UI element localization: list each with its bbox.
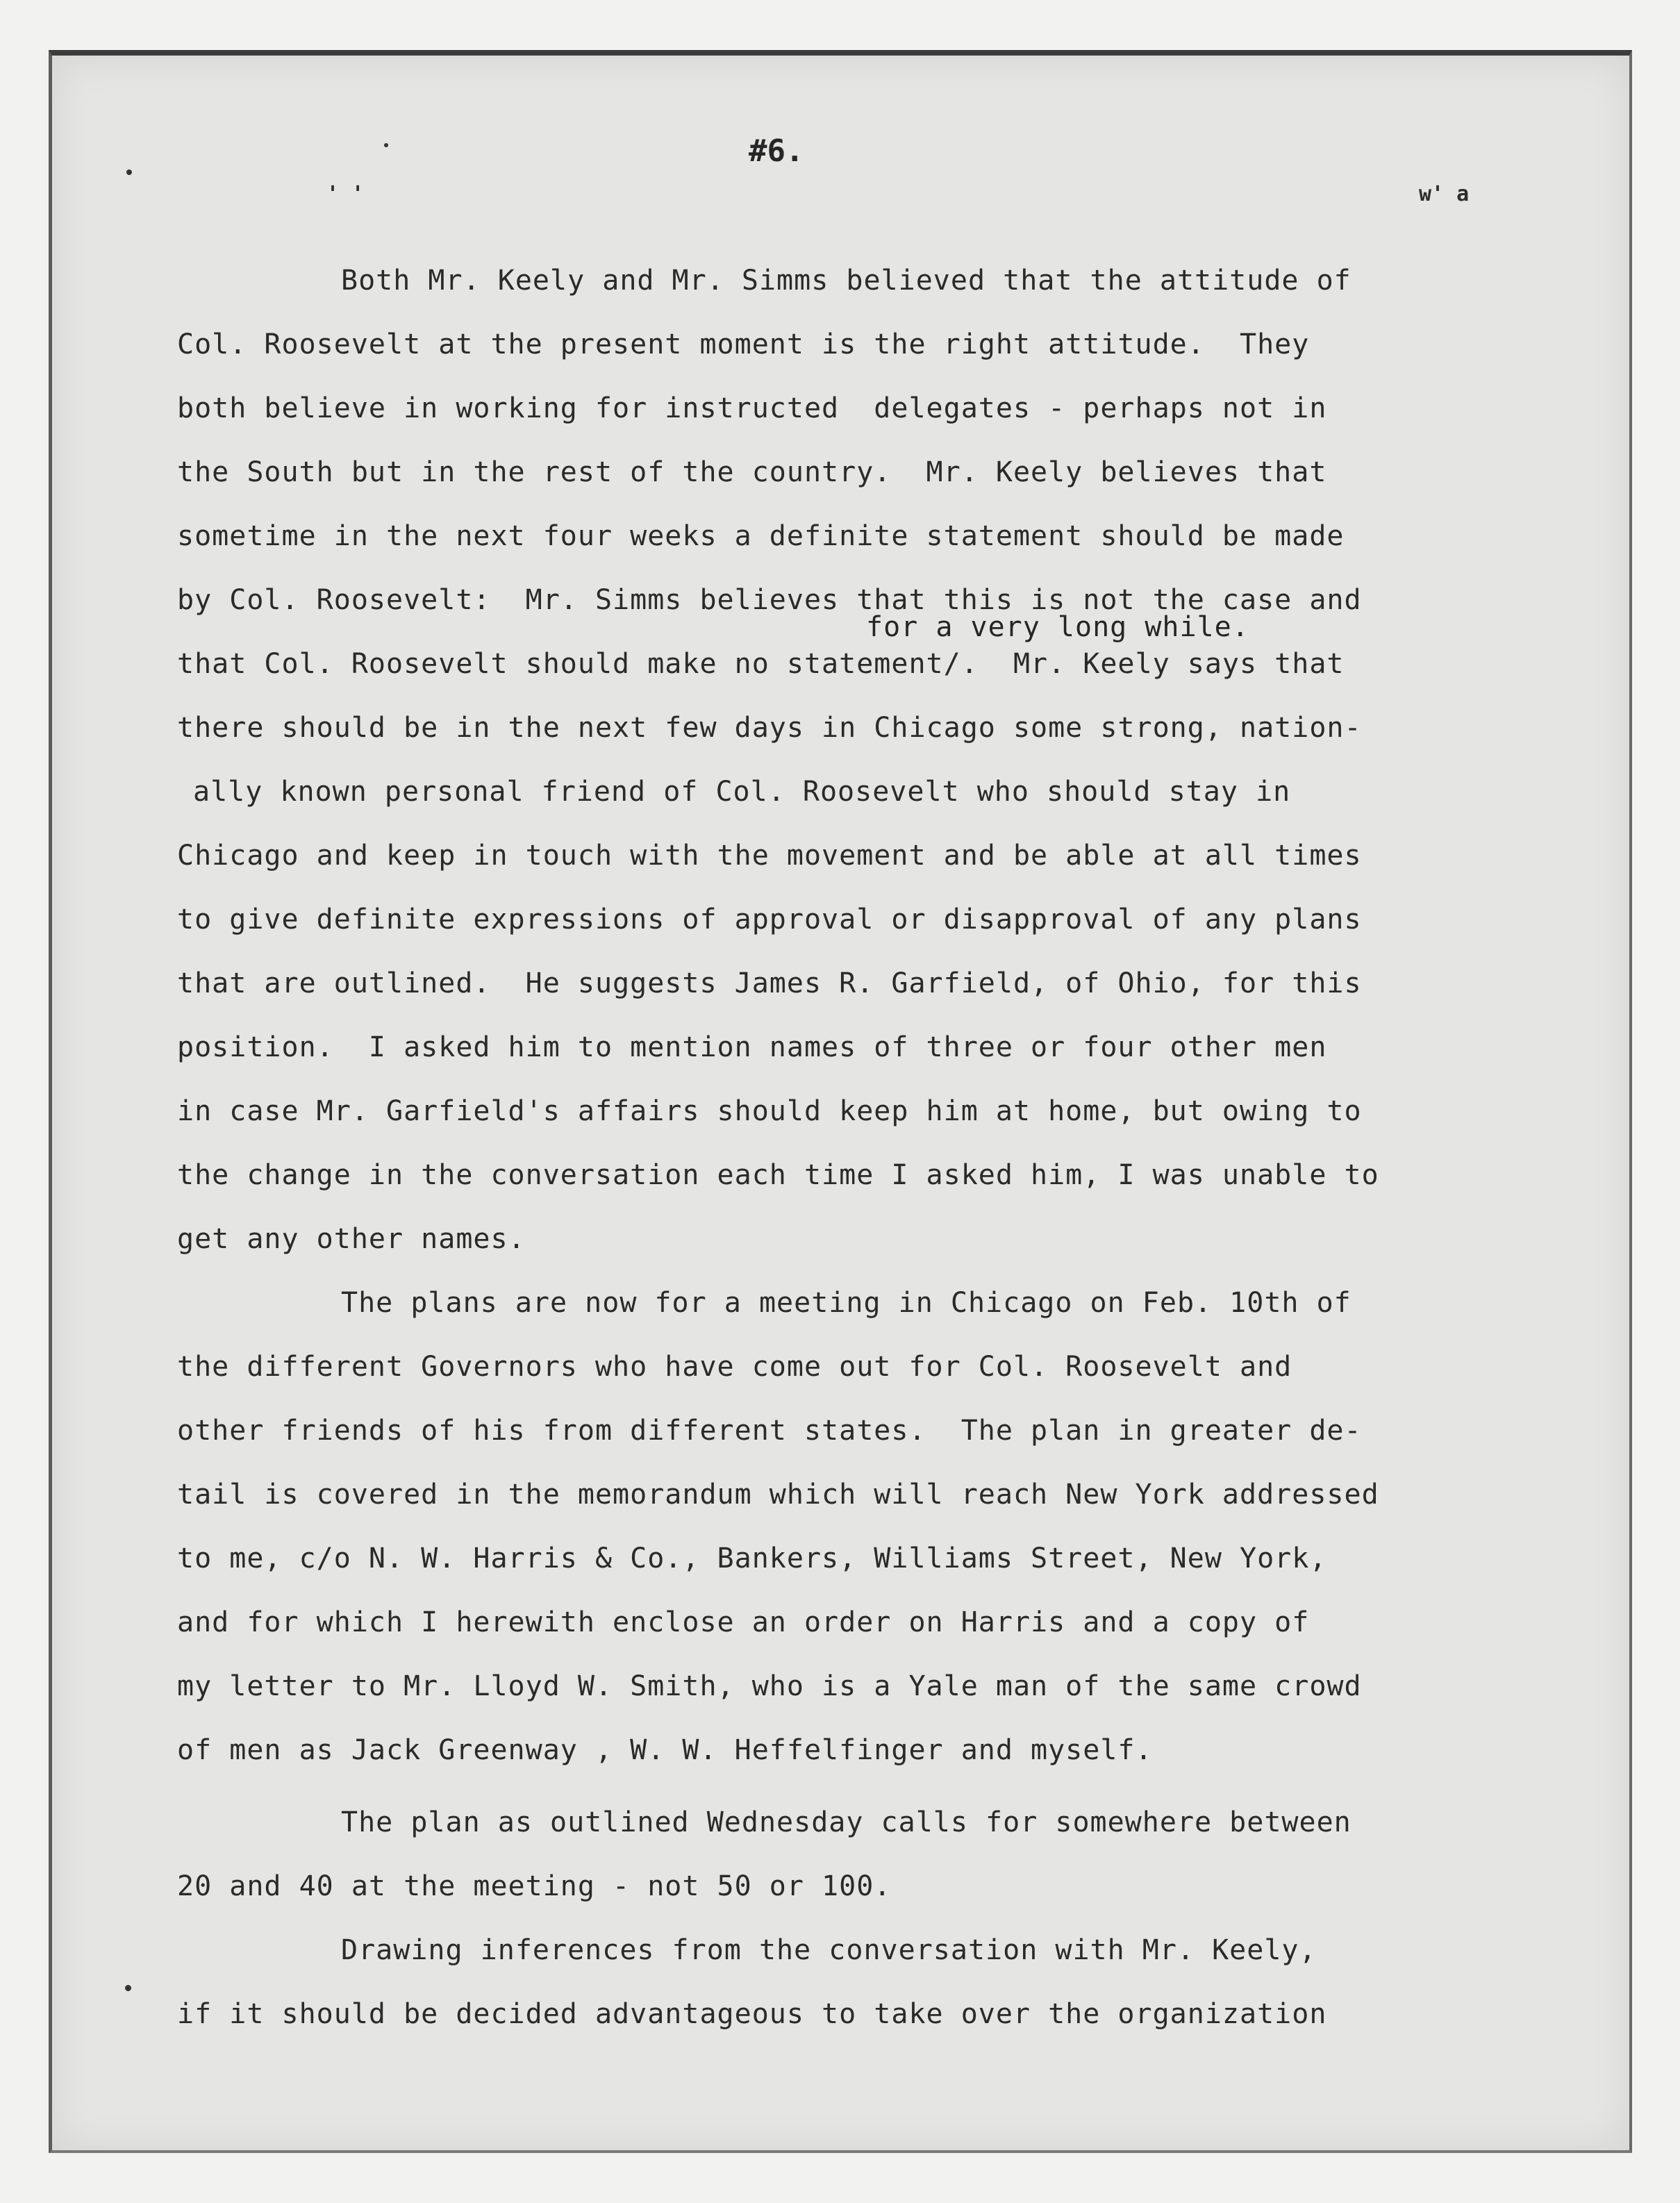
text-line: The plans are now for a meeting in Chicago on Feb. 10th of	[341, 1287, 1352, 1319]
text-line: 20 and 40 at the meeting - not 50 or 100.	[177, 1870, 892, 1902]
interlinear-insertion: for a very long while.	[866, 611, 1249, 643]
text-line: there should be in the next few days in Chicago some strong, nation-	[177, 712, 1362, 744]
text-line: that Col. Roosevelt should make no statement/. Mr. Keely says that	[177, 648, 1345, 680]
text-line: if it should be decided advantageous to take over the organization	[177, 1998, 1327, 2030]
text-line: sometime in the next four weeks a definite statement should be made	[177, 520, 1345, 552]
top-right-marks: w' a	[1419, 182, 1470, 206]
text-line: the South but in the rest of the country. Mr. Keely believes that	[177, 456, 1327, 488]
dust-speck	[384, 143, 388, 147]
text-line: ally known personal friend of Col. Roosevelt who should stay in	[193, 776, 1291, 808]
text-line: the change in the conversation each time I asked him, I was unable to	[177, 1159, 1379, 1191]
text-line: that are outlined. He suggests James R. Garfield, of Ohio, for this	[177, 967, 1362, 999]
text-line: my letter to Mr. Lloyd W. Smith, who is a Yale man of the same crowd	[177, 1670, 1362, 1702]
text-line: Drawing inferences from the conversation with Mr. Keely,	[341, 1934, 1317, 1966]
text-line: other friends of his from different states. The plan in greater de-	[177, 1415, 1362, 1447]
text-line: position. I asked him to mention names of three or four other men	[177, 1031, 1327, 1063]
text-line: and for which I herewith enclose an order on Harris and a copy of	[177, 1606, 1310, 1638]
text-line: Chicago and keep in touch with the movement and be able at all times	[177, 840, 1362, 872]
text-line: the different Governors who have come out for Col. Roosevelt and	[177, 1351, 1292, 1383]
text-line: in case Mr. Garfield's affairs should keep him at home, but owing to	[177, 1095, 1362, 1127]
text-line: to give definite expressions of approval or disapproval of any plans	[177, 904, 1362, 936]
text-line: of men as Jack Greenway , W. W. Heffelfinger and myself.	[177, 1734, 1153, 1766]
dust-speck	[125, 1985, 131, 1991]
text-line: both believe in working for instructed delegates - perhaps not in	[177, 392, 1327, 424]
text-line: Col. Roosevelt at the present moment is the right attitude. They	[177, 329, 1310, 360]
text-line: Both Mr. Keely and Mr. Simms believed that the attitude of	[341, 265, 1352, 297]
top-left-marks: ' '	[326, 182, 365, 206]
text-line: The plan as outlined Wednesday calls for somewhere between	[341, 1806, 1352, 1838]
page-number: #6.	[749, 133, 804, 169]
text-line: to me, c/o N. W. Harris & Co., Bankers, Williams Street, New York,	[177, 1543, 1327, 1574]
text-line: by Col. Roosevelt: Mr. Simms believes that this is not the case and	[177, 584, 1362, 616]
dust-speck	[126, 169, 132, 175]
text-line: tail is covered in the memorandum which will reach New York addressed	[177, 1479, 1379, 1511]
text-line: get any other names.	[177, 1223, 526, 1255]
